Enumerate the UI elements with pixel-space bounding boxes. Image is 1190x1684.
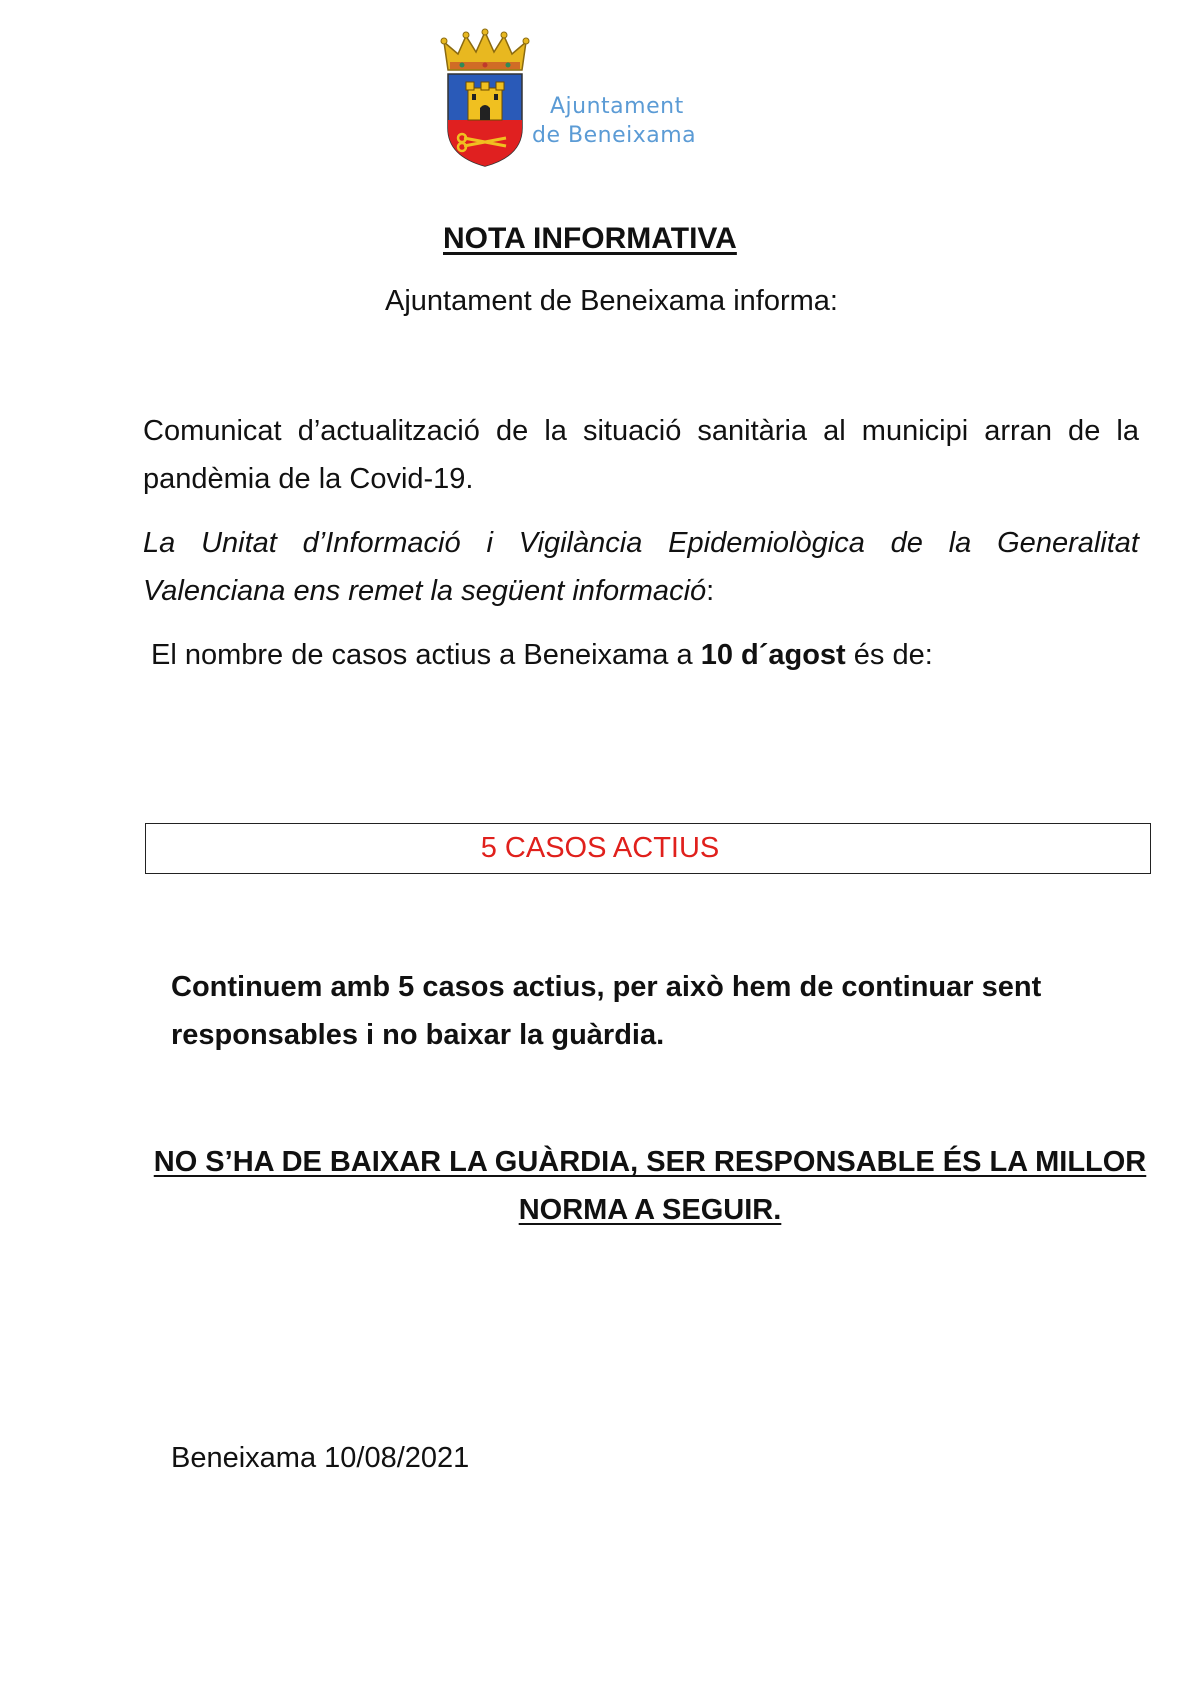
- active-cases-text: 5 CASOS ACTIUS: [480, 832, 720, 864]
- warning-paragraph: NO S’HA DE BAIXAR LA GUÀRDIA, SER RESPONSABLE ÉS LA MILLOR NORMA A SEGUIR.: [153, 1146, 1147, 1226]
- logo-line-2: de Beneixama: [532, 123, 697, 148]
- intro-paragraph: Comunicat d’actualització de la situació sanitària al municipi arran de la pandèmia de la Covid-19.: [143, 415, 1139, 495]
- source-colon: :: [706, 575, 715, 607]
- document-subtitle: Ajuntament de Beneixama informa:: [385, 285, 838, 317]
- cases-intro-paragraph: [151, 631, 1147, 679]
- document-title: NOTA INFORMATIVA: [443, 222, 737, 255]
- logo-wordmark: [532, 92, 696, 150]
- cases-intro-before: El nombre de casos actius a Beneixama a: [151, 639, 701, 671]
- municipality-logo: [440, 28, 740, 168]
- active-cases-box: [145, 823, 1151, 874]
- logo-line-1: Ajuntament: [550, 94, 684, 119]
- dateline: Beneixama 10/08/2021: [171, 1442, 470, 1474]
- notice-paragraph: Continuem amb 5 casos actius, per això hem de continuar sent responsables i no baixar la guàrdia.: [171, 971, 1042, 1051]
- cases-date: 10 d´agost: [700, 639, 846, 671]
- source-text: La Unitat d’Informació i Vigilància Epidemiològica de la Generalitat Valenciana ens remet la següent informació: [143, 527, 1139, 607]
- coat-of-arms-icon: [440, 28, 530, 168]
- cases-intro-after: és de:: [845, 639, 933, 671]
- source-paragraph: [143, 519, 1139, 615]
